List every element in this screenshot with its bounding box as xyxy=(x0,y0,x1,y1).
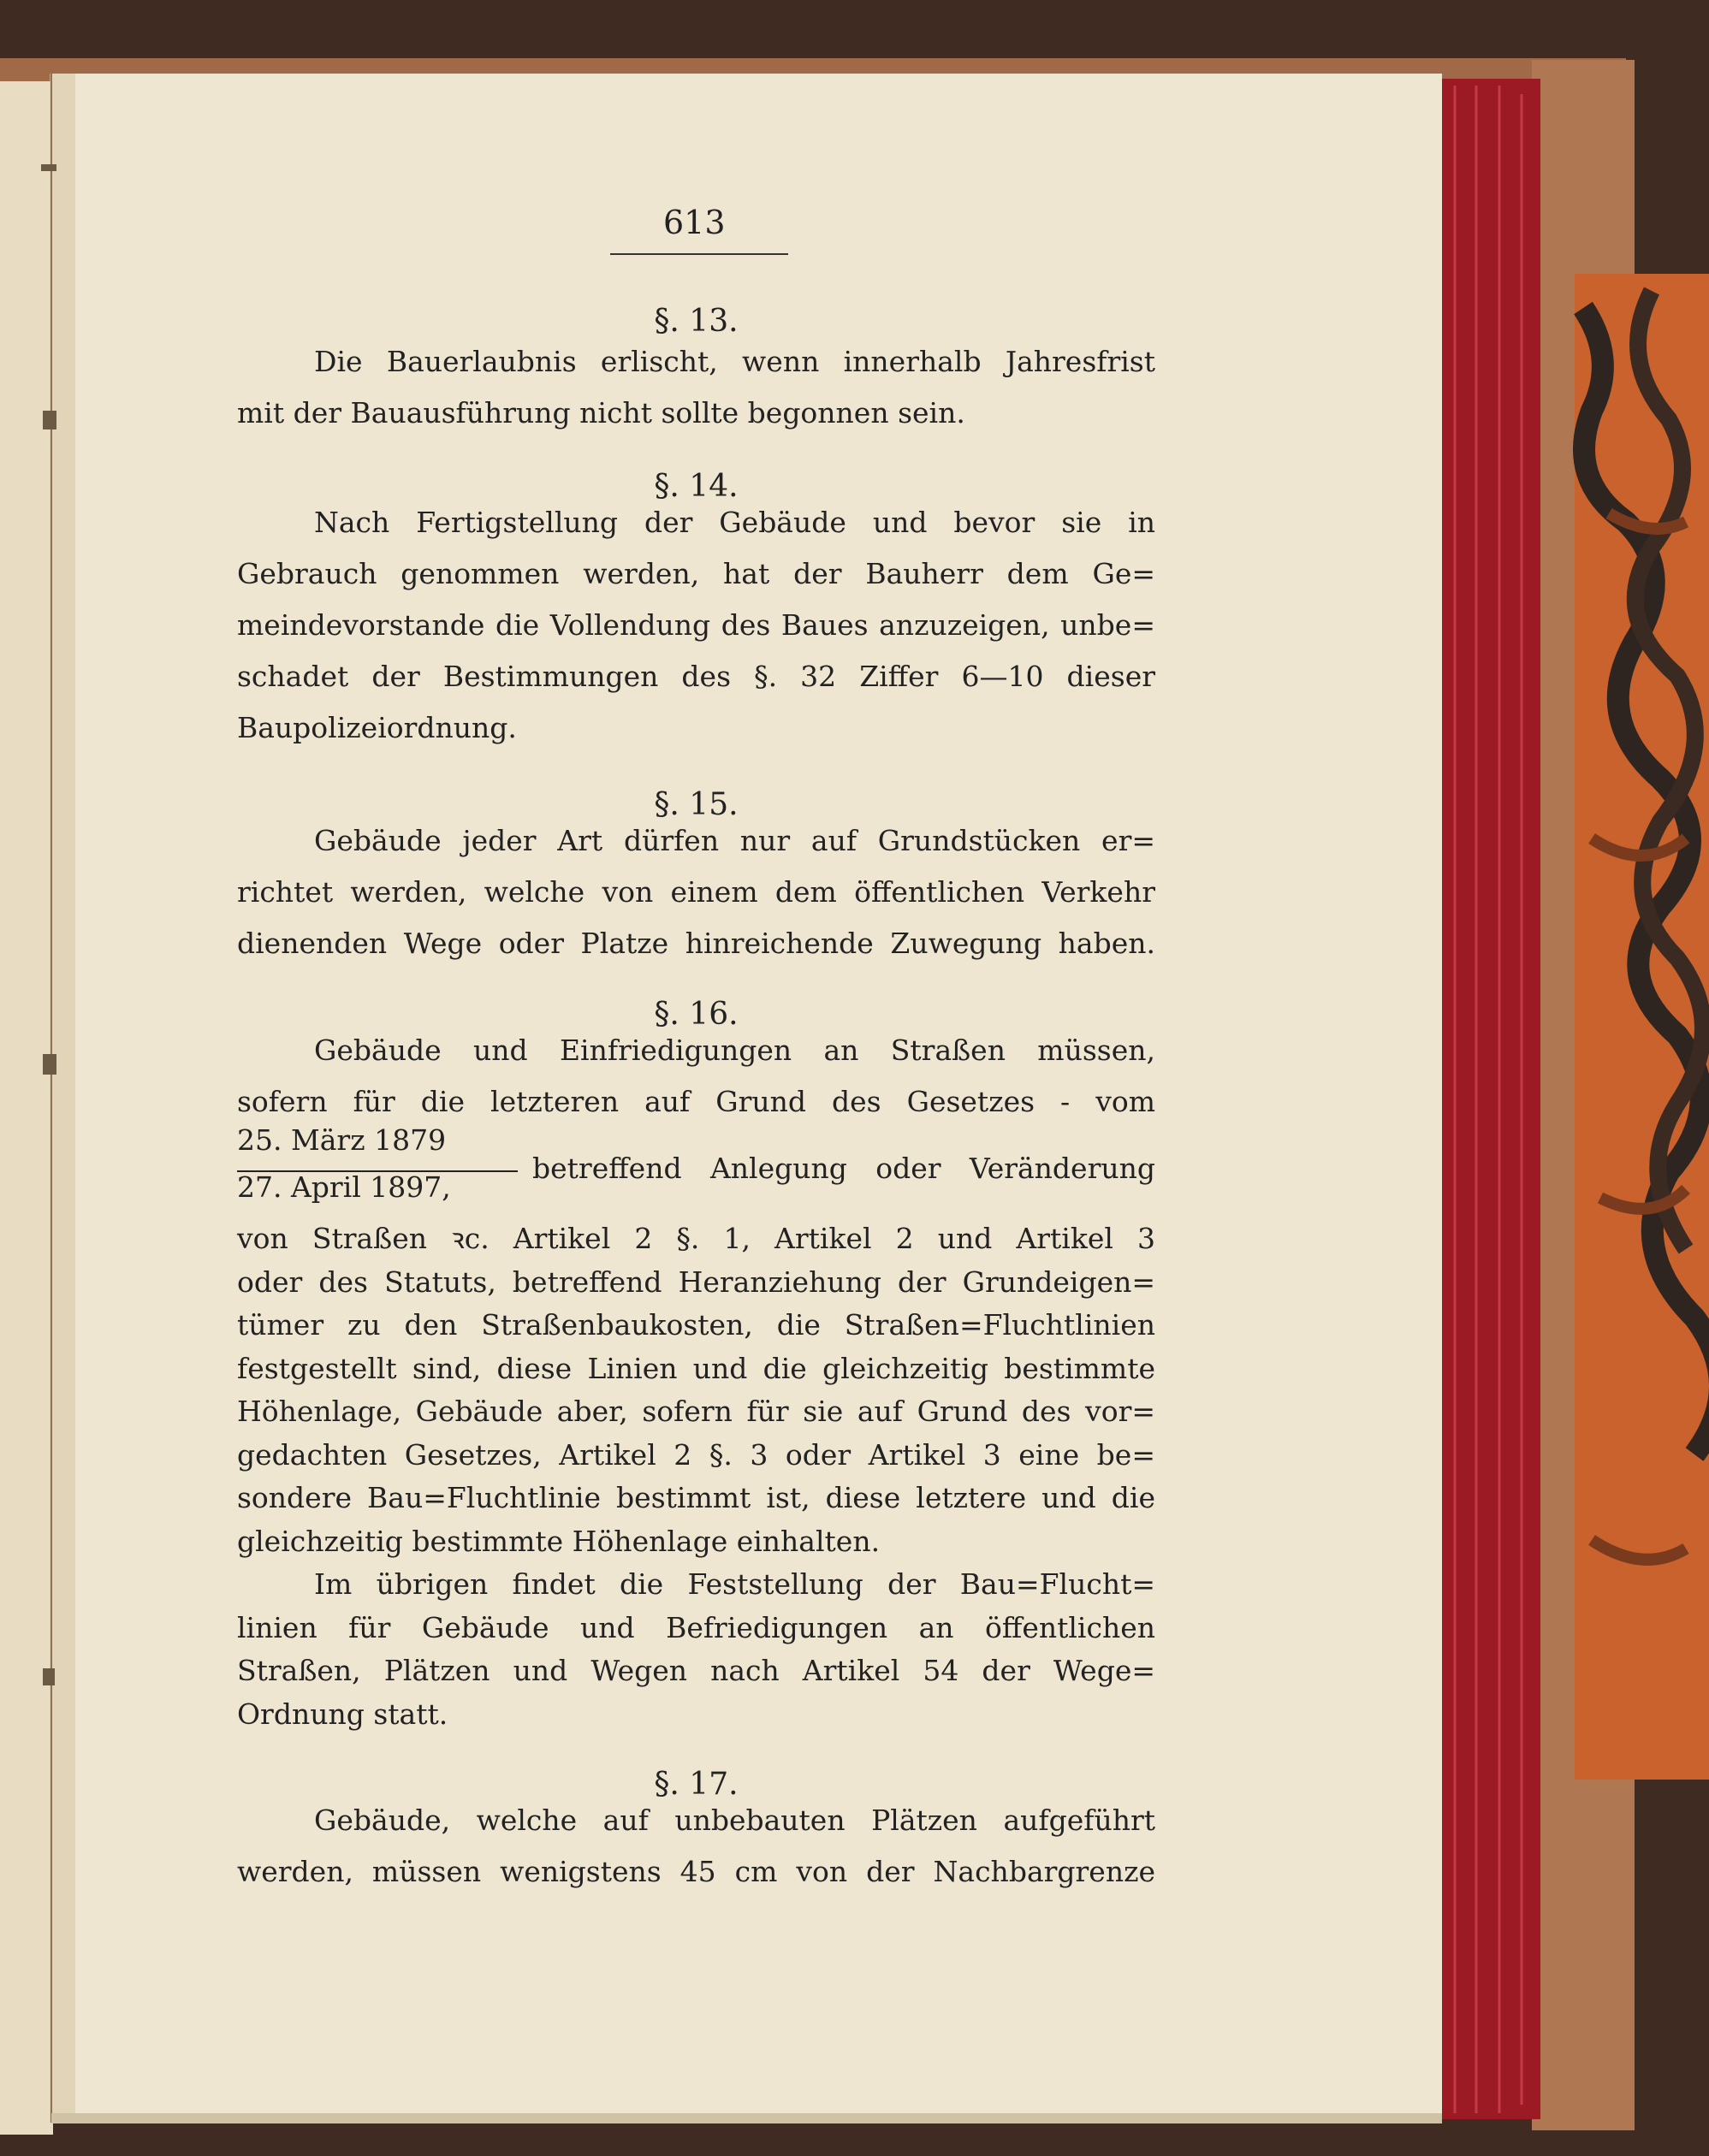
fraction-denominator: 27. April 1897, xyxy=(237,1170,451,1204)
text-line: von Straßen ꝛc. Artikel 2 §. 1, Artikel 2 und Artikel 3 xyxy=(237,1222,1155,1255)
section-heading: §. 16. xyxy=(654,997,739,1032)
text-line: gleichzeitig bestimmte Höhenlage einhalten. xyxy=(237,1524,881,1558)
text-line: festgestellt sind, diese Linien und die gleichzeitig bestimmte xyxy=(237,1351,1155,1385)
text-line: Gebäude jeder Art dürfen nur auf Grundstücken er= xyxy=(314,824,1155,857)
text-line: Im übrigen findet die Feststellung der Bau=Flucht= xyxy=(314,1567,1155,1601)
text-line: Gebäude, welche auf unbebauten Plätzen aufgeführt xyxy=(314,1804,1155,1837)
section-heading: §. 13. xyxy=(654,304,739,339)
text-line: Die Bauerlaubnis erlischt, wenn innerhalb Jahresfrist xyxy=(314,345,1155,378)
section-heading: §. 17. xyxy=(654,1767,739,1802)
text-line: meindevorstande die Vollendung des Baues anzuzeigen, unbe= xyxy=(237,608,1155,642)
text-line: Baupolizeiordnung. xyxy=(237,711,517,744)
page-number-rule xyxy=(610,253,788,255)
text-line: Ordnung statt. xyxy=(237,1697,448,1731)
section-heading: §. 15. xyxy=(654,787,739,822)
text-line: richtet werden, welche von einem dem öffentlichen Verkehr xyxy=(237,875,1155,909)
text-line: linien für Gebäude und Befriedigungen an öffentlichen xyxy=(237,1610,1155,1644)
section-heading: §. 14. xyxy=(654,469,739,504)
text-line: oder des Statuts, betreffend Heranziehung der Grundeigen= xyxy=(237,1265,1155,1299)
fraction-numerator: 25. März 1879 xyxy=(237,1123,447,1157)
marbled-board xyxy=(1575,274,1709,1780)
text-line: schadet der Bestimmungen des §. 32 Ziffer 6—10 dieser xyxy=(237,660,1155,693)
text-line: mit der Bauausführung nicht sollte begonnen sein. xyxy=(237,396,965,429)
text-line: Straßen, Plätzen und Wegen nach Artikel 54 der Wege= xyxy=(237,1654,1155,1687)
text-line: Gebrauch genommen werden, hat der Bauherr dem Ge= xyxy=(237,557,1155,590)
text-line: Höhenlage, Gebäude aber, sofern für sie auf Grund des vor= xyxy=(237,1395,1155,1428)
text-line: Nach Fertigstellung der Gebäude und bevor sie in xyxy=(314,506,1155,539)
page-number: 613 xyxy=(663,204,726,241)
text-line: sofern für die letzteren auf Grund des Gesetzes - vom xyxy=(237,1085,1155,1118)
text-line: sondere Bau=Fluchtlinie bestimmt ist, diese letztere und die xyxy=(237,1481,1155,1514)
text-line: gedachten Gesetzes, Artikel 2 §. 3 oder Artikel 3 eine be= xyxy=(237,1437,1155,1472)
text-line: Gebäude und Einfriedigungen an Straßen müssen, xyxy=(314,1034,1155,1067)
text-line: dienenden Wege oder Platze hinreichende Zuwegung haben. xyxy=(237,927,1155,960)
text-line: werden, müssen wenigstens 45 cm von der Nachbargrenze xyxy=(237,1855,1155,1888)
text-line: betreffend Anlegung oder Veränderung xyxy=(532,1152,1155,1185)
text-line: tümer zu den Straßenbaukosten, die Straßen=Fluchtlinien xyxy=(237,1308,1155,1342)
